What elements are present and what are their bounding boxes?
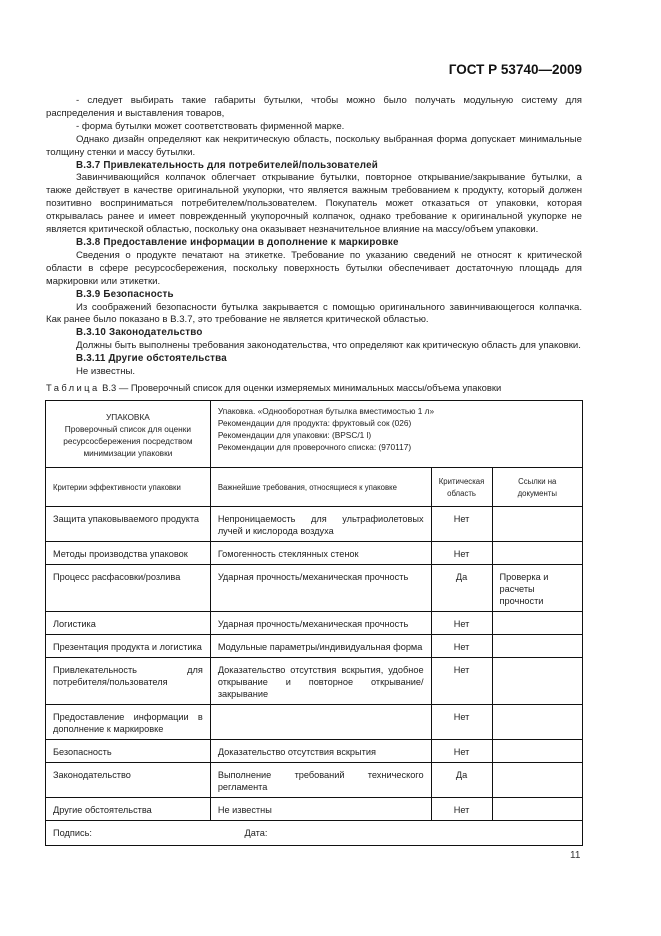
critical-cell: Нет [431, 740, 492, 763]
package-recommendation: Рекомендации для упаковки: (BPSC/1 l) [217, 430, 372, 440]
paragraph: Не известны. [76, 366, 136, 378]
criterion-cell: Другие обстоятельства [46, 798, 211, 821]
critical-cell: Нет [431, 798, 492, 821]
paragraph: Однако дизайн определяют как некритическую область, поскольку выбранная форма допускает минимальные толщину стенки и массу бутылки. [46, 133, 582, 158]
critical-cell: Нет [431, 542, 492, 565]
package-name: Упаковка. «Однооборотная бутылка вместимостью 1 л» [217, 406, 435, 416]
standard-id: ГОСТ Р 53740—2009 [448, 62, 582, 77]
refs-cell [492, 635, 582, 658]
criterion-cell: Процесс расфасовки/розлива [46, 565, 211, 612]
critical-cell: Нет [431, 612, 492, 635]
requirement-cell: Ударная прочность/механическая прочность [210, 612, 431, 635]
paragraph: Из соображений безопасности бутылка закрывается с помощью оригинального завинчивающегося колпачка. Как ранее было показано в В.3.7, это требование не является критической областью. [46, 301, 582, 326]
signature-row [46, 821, 583, 846]
column-header: Критическая область [431, 468, 492, 507]
table-row [46, 798, 583, 821]
date-label: Дата: [244, 828, 268, 838]
refs-cell [492, 612, 582, 635]
refs-cell [492, 705, 582, 740]
checklist-table [45, 400, 583, 846]
table-row [46, 705, 583, 740]
refs-cell [492, 763, 582, 798]
section-heading-b38: В.3.8 Предоставление информации в дополнение к маркировке [76, 236, 399, 248]
column-header-row [46, 468, 583, 507]
column-header: Ссылки на документы [492, 468, 582, 507]
refs-cell [492, 740, 582, 763]
packaging-subtitle: Проверочный список для оценки ресурсосбережения посредством минимизации упаковки [63, 424, 193, 458]
critical-cell: Нет [431, 705, 492, 740]
column-header: Критерии эффективности упаковки [46, 468, 211, 507]
critical-cell: Нет [431, 507, 492, 542]
page-number: 11 [570, 850, 581, 861]
product-recommendation: Рекомендации для продукта: фруктовый сок (026) [217, 418, 412, 428]
table-row [46, 565, 583, 612]
signature-cell [46, 821, 583, 846]
paragraph: Завинчивающийся колпачок облегчает открывание бутылки, повторное открывание/закрывание бутылки, а также действует в качестве оригинальной укупорки, что является важным требованием к продукту, который должен позитивно восприниматься потребителем/пользователем. Покупатель может отказаться от упаковки, которая открывалась ранее и имеет поврежденный укупорочный колпачок, однако требование к оригинальной укупорке не является критической областью, поскольку она оказывает незначительное влияние на массу/объем упаковки. [46, 172, 582, 236]
table-caption-prefix: Таблица [46, 382, 100, 393]
criterion-cell: Презентация продукта и логистика [46, 635, 211, 658]
requirement-cell: Доказательство отсутствия вскрытия [210, 740, 431, 763]
requirement-cell: Модульные параметры/индивидуальная форма [210, 635, 431, 658]
section-heading-b39: В.3.9 Безопасность [76, 288, 174, 300]
table-row [46, 542, 583, 565]
paragraph: - следует выбирать такие габариты бутылки, чтобы можно было получать модульную систему для распределения и выставления товаров, [46, 95, 582, 119]
criterion-cell: Законодательство [46, 763, 211, 798]
requirement-cell: Гомогенность стеклянных стенок [210, 542, 431, 565]
body-text [46, 95, 582, 379]
critical-cell: Да [431, 763, 492, 798]
table-header-block [46, 401, 583, 468]
column-header: Важнейшие требования, относящиеся к упаковке [210, 468, 431, 507]
section-heading-b311: В.3.11 Другие обстоятельства [76, 353, 227, 365]
refs-cell [492, 507, 582, 542]
criterion-cell: Защита упаковываемого продукта [46, 507, 211, 542]
requirement-cell: Не известны [210, 798, 431, 821]
packaging-title: УПАКОВКА [105, 412, 150, 422]
critical-cell: Да [431, 565, 492, 612]
packaging-header-cell [46, 401, 211, 468]
table-row [46, 658, 583, 705]
table-row [46, 635, 583, 658]
table-row [46, 740, 583, 763]
criterion-cell: Методы производства упаковок [46, 542, 211, 565]
refs-cell [492, 542, 582, 565]
criterion-cell: Предоставление информации в дополнение к маркировке [46, 705, 211, 740]
critical-cell: Нет [431, 635, 492, 658]
criterion-cell: Безопасность [46, 740, 211, 763]
section-heading-b37: В.3.7 Привлекательность для потребителей/пользователей [76, 159, 378, 171]
paragraph: Должны быть выполнены требования законодательства, что определяют как критическую область для упаковки. [76, 340, 581, 352]
requirement-cell [210, 705, 431, 740]
refs-cell [492, 658, 582, 705]
section-heading-b310: В.3.10 Законодательство [76, 327, 203, 339]
table-row [46, 612, 583, 635]
table-row [46, 763, 583, 798]
critical-cell: Нет [431, 658, 492, 705]
table-caption [46, 382, 501, 393]
refs-cell: Проверка и расчеты прочности [492, 565, 582, 612]
table-row [46, 507, 583, 542]
requirement-cell: Доказательство отсутствия вскрытия, удобное открывание и повторное открывание/закрывание [210, 658, 431, 705]
refs-cell [492, 798, 582, 821]
requirement-cell: Выполнение требований технического регламента [210, 763, 431, 798]
requirement-cell: Непроницаемость для ультрафиолетовых лучей и кислорода воздуха [210, 507, 431, 542]
criterion-cell: Привлекательность для потребителя/пользователя [46, 658, 211, 705]
table-caption-text: В.3 — Проверочный список для оценки измеряемых минимальных массы/объема упаковки [99, 382, 502, 393]
signature-label: Подпись: [53, 828, 92, 838]
criterion-cell: Логистика [46, 612, 211, 635]
paragraph: - форма бутылки может соответствовать фирменной марке. [76, 120, 345, 132]
checklist-recommendation: Рекомендации для проверочного списка: (970117) [217, 442, 412, 452]
requirement-cell: Ударная прочность/механическая прочность [210, 565, 431, 612]
paragraph: Сведения о продукте печатают на этикетке. Требование по указанию сведений не относят к критической области в сфере ресурсосбережения, поскольку поверхность бутылки обеспечивает достаточную площадь для маркировки или этикетки. [46, 249, 582, 287]
recommendations-cell [210, 401, 582, 468]
